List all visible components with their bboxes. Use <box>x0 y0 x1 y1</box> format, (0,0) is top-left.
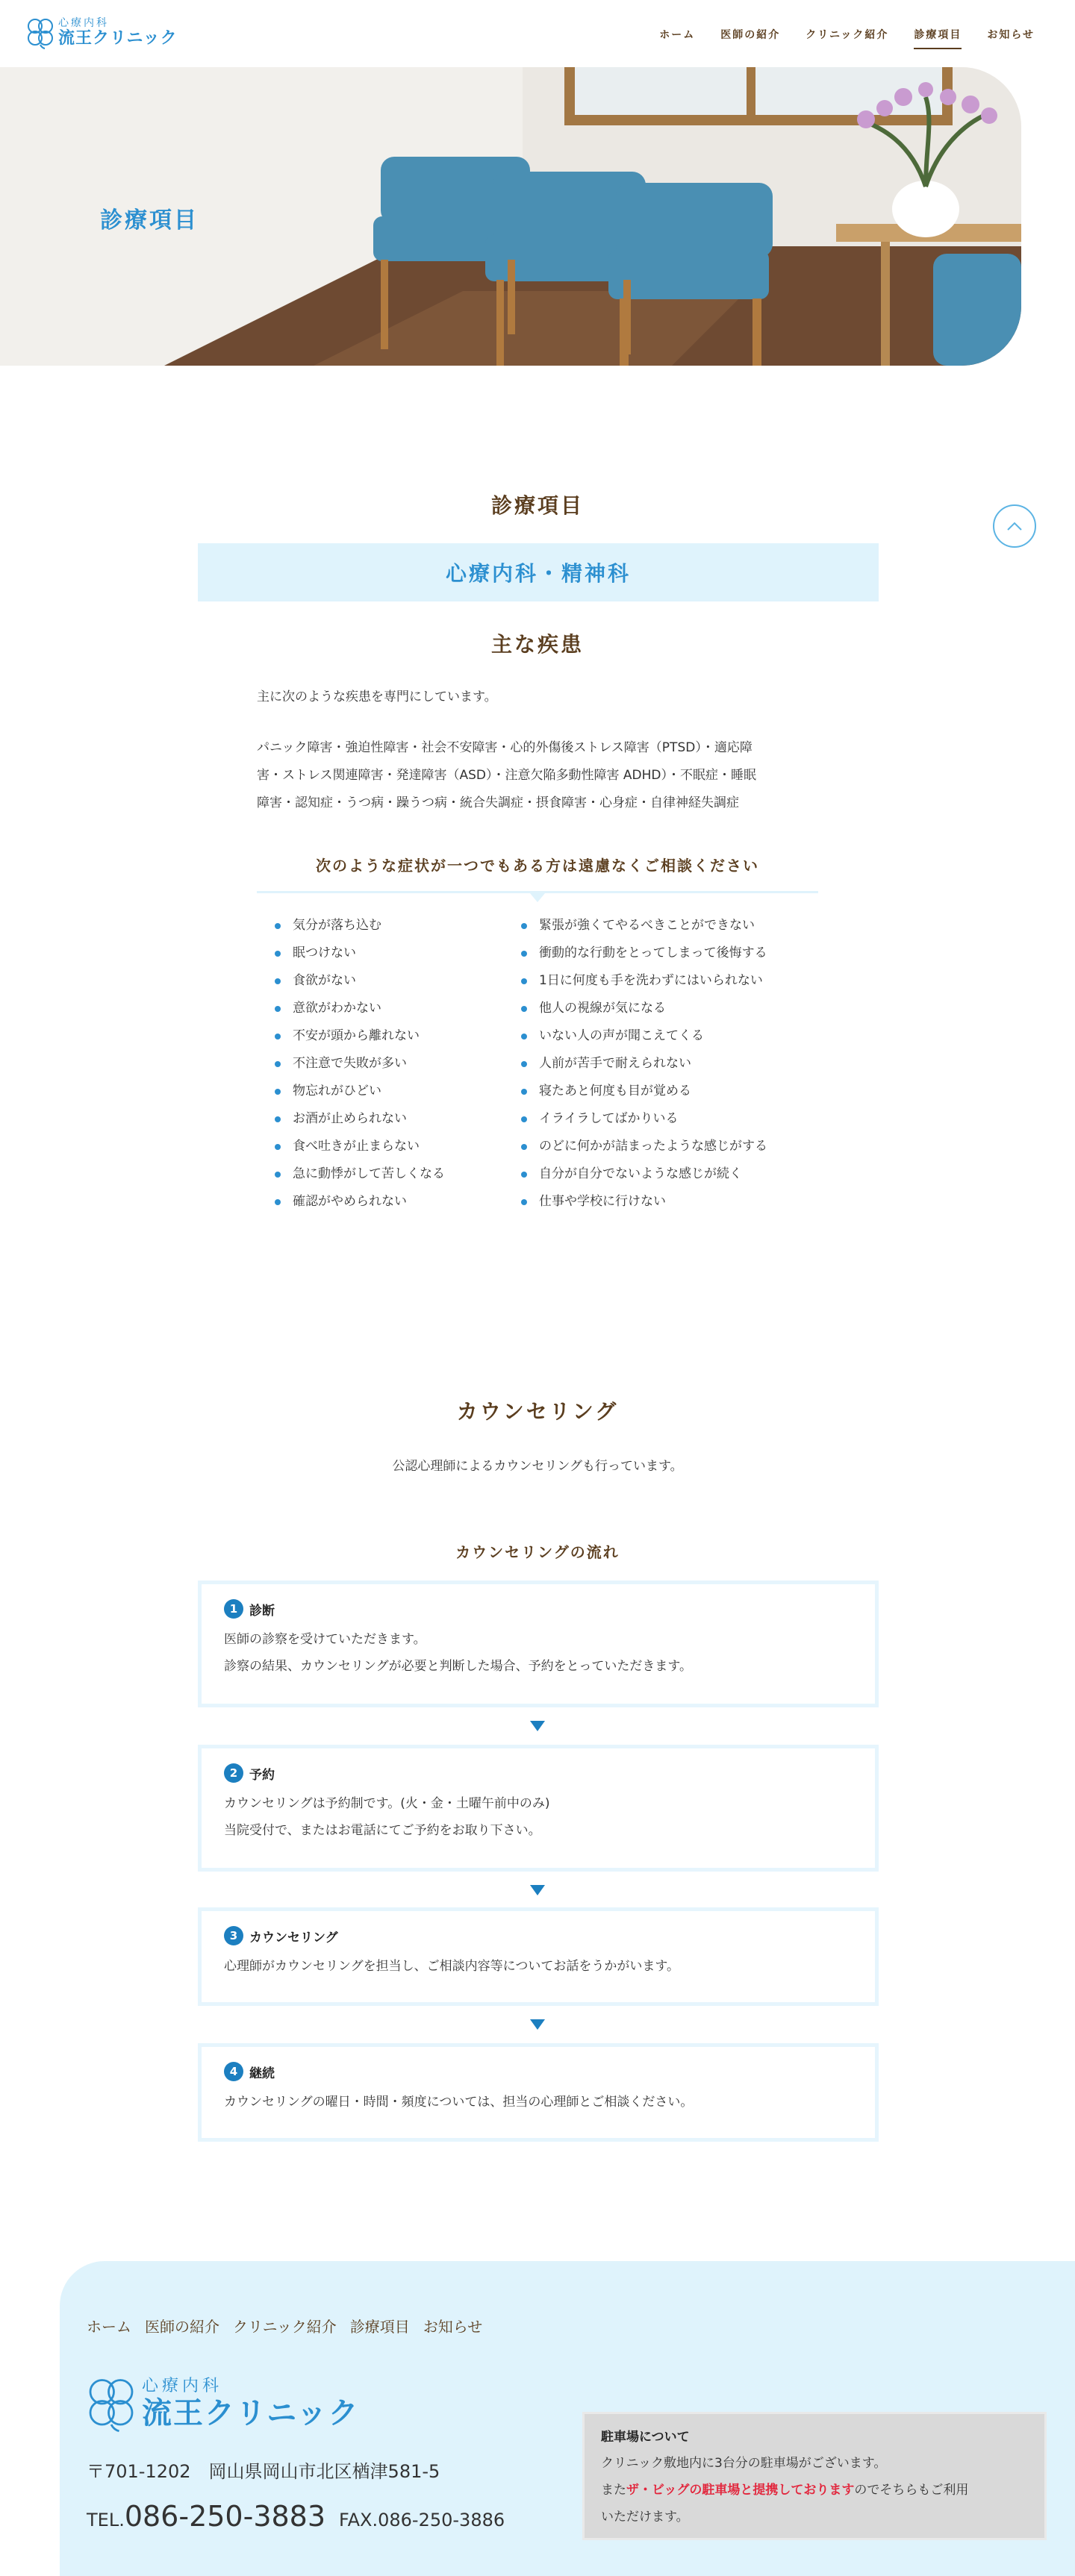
list-item: 意欲がわかない <box>275 995 445 1022</box>
list-item: お酒が止められない <box>275 1105 445 1133</box>
nav-news[interactable]: お知らせ <box>987 29 1035 41</box>
list-item: 緊張が強くてやるべきことができない <box>521 912 767 940</box>
flow-step-4 <box>198 2043 879 2142</box>
list-item: いない人の声が聞こえてくる <box>521 1022 767 1050</box>
nav-home[interactable]: ホーム <box>659 29 696 41</box>
diseases-intro: 主に次のような疾患を専門にしています。 <box>257 690 497 704</box>
diseases-line: 障害・認知症・うつ病・躁うつ病・統合失調症・摂食障害・心身症・自律神経失調症 <box>257 795 739 810</box>
footer-logo[interactable] <box>85 2375 360 2433</box>
list-item: 衝動的な行動をとってしまって後悔する <box>521 940 767 967</box>
fax-number: FAX.086-250-3886 <box>339 2510 505 2530</box>
flow-step-1 <box>198 1581 879 1707</box>
hero-title: 診療項目 <box>100 207 199 234</box>
parking-post: のでそちらもご利用 <box>854 2483 969 2498</box>
list-item: 急に動悸がして苦しくなる <box>275 1160 445 1188</box>
list-item: のどに何かが詰まったような感じがする <box>521 1133 767 1160</box>
nav-clinic[interactable]: クリニック紹介 <box>806 29 889 41</box>
diseases-line: 害・ストレス関連障害・発達障害（ASD）・注意欠陥多動性障害 ADHD）・不眠症・睡眠 <box>257 768 756 783</box>
step-number: 1 <box>224 1599 243 1619</box>
list-item: 不注意で失敗が多い <box>275 1050 445 1078</box>
footer-nav <box>87 2315 482 2336</box>
step-number: 3 <box>224 1926 243 1945</box>
step-title: 継続 <box>249 2066 275 2081</box>
tel-label: TEL. <box>87 2510 125 2530</box>
step-text: 診察の結果、カウンセリングが必要と判断した場合、予約をとっていただきます。 <box>224 1659 692 1674</box>
list-item: 自分が自分でないような感じが続く <box>521 1160 767 1188</box>
parking-title: 駐車場について <box>601 2430 690 2445</box>
parking-text: クリニック敷地内に3台分の駐車場がございます。 <box>601 2456 887 2471</box>
list-item: 眠つけない <box>275 940 445 967</box>
logo-subtitle: 心療内科 <box>58 17 109 29</box>
hero-banner <box>0 67 1021 366</box>
section-heading: 診療項目 <box>490 493 584 518</box>
banner-arrow-icon <box>530 893 545 902</box>
footer-logo-subtitle: 心療内科 <box>142 2377 223 2395</box>
footer-address: 〒701-1202 岡山県岡山市北区楢津581-5 <box>87 2461 440 2482</box>
footer-nav-clinic[interactable]: クリニック紹介 <box>233 2318 337 2336</box>
step-number: 4 <box>224 2062 243 2081</box>
site-header <box>0 0 1075 67</box>
list-item: 1日に何度も手を洗わずにはいられない <box>521 967 767 995</box>
list-item: 確認がやめられない <box>275 1188 445 1216</box>
step-text: カウンセリングの曜日・時間・頻度については、担当の心理師とご相談ください。 <box>224 2095 694 2110</box>
step-text: カウンセリングは予約制です。(火・金・土曜午前中のみ) <box>224 1796 550 1811</box>
list-item: 人前が苦手で耐えられない <box>521 1050 767 1078</box>
list-item: 仕事や学校に行けない <box>521 1188 767 1216</box>
tel-number[interactable]: 086-250-3883 <box>124 2500 326 2533</box>
footer-nav-news[interactable]: お知らせ <box>423 2318 483 2336</box>
nav-doctor[interactable]: 医師の紹介 <box>720 29 781 41</box>
list-item: 食欲がない <box>275 967 445 995</box>
counseling-intro: 公認心理師によるカウンセリングも行っています。 <box>392 1459 683 1474</box>
flow-step-2 <box>198 1745 879 1872</box>
list-item: 食べ吐きが止まらない <box>275 1133 445 1160</box>
parking-pre: また <box>601 2483 626 2498</box>
site-logo[interactable] <box>25 16 178 49</box>
step-text: 医師の診察を受けていただきます。 <box>224 1632 426 1647</box>
list-item: 寝たあと何度も目が覚める <box>521 1078 767 1105</box>
consult-banner-text: 次のような症状が一つでもある方は遠慮なくご相談ください <box>316 857 759 875</box>
step-title: 診断 <box>249 1603 275 1619</box>
list-item: 他人の視線が気になる <box>521 995 767 1022</box>
diseases-heading: 主な疾患 <box>490 632 584 657</box>
list-item: 気分が落ち込む <box>275 912 445 940</box>
step-title: 予約 <box>249 1767 275 1783</box>
step-text: 心理師がカウンセリングを担当し、ご相談内容等についてお話をうかがいます。 <box>224 1959 679 1974</box>
flow-step-3 <box>198 1907 879 2006</box>
counseling-heading: カウンセリング <box>456 1399 619 1424</box>
department-title: 心療内科・精神科 <box>445 561 631 586</box>
parking-highlight: ザ・ビッグの駐車場と提携しております <box>626 2483 855 2498</box>
consult-banner <box>257 843 818 892</box>
parking-text: いただけます。 <box>601 2510 689 2525</box>
symptoms-list-left <box>275 912 445 1216</box>
site-footer <box>60 2261 1075 2576</box>
main-nav <box>659 27 1035 48</box>
symptoms-list-right <box>521 912 767 1216</box>
footer-nav-services[interactable]: 診療項目 <box>349 2318 410 2336</box>
parking-text <box>601 2477 1028 2504</box>
footer-contact <box>87 2500 505 2533</box>
flow-arrow-icon <box>530 2019 545 2030</box>
list-item: イライラしてばかりいる <box>521 1105 767 1133</box>
logo-title: 流王クリニック <box>58 29 178 48</box>
parking-info <box>582 2412 1047 2540</box>
step-text: 当院受付で、またはお電話にてご予約をお取り下さい。 <box>224 1823 541 1838</box>
footer-nav-doctor[interactable]: 医師の紹介 <box>145 2318 219 2336</box>
footer-logo-title: 流王クリニック <box>142 2396 360 2430</box>
flow-arrow-icon <box>530 1885 545 1895</box>
step-title: カウンセリング <box>249 1930 338 1945</box>
diseases-line: パニック障害・強迫性障害・社会不安障害・心的外傷後ストレス障害（PTSD）・適応障 <box>257 740 752 755</box>
counseling-flow-heading: カウンセリングの流れ <box>455 1543 620 1561</box>
flow-arrow-icon <box>530 1721 545 1731</box>
department-band <box>198 543 879 601</box>
nav-services[interactable]: 診療項目 <box>914 27 962 48</box>
clover-logo-icon <box>25 16 55 49</box>
step-number: 2 <box>224 1763 243 1783</box>
list-item: 不安が頭から離れない <box>275 1022 445 1050</box>
chevron-up-icon <box>1006 521 1023 531</box>
footer-nav-home[interactable]: ホーム <box>87 2318 131 2336</box>
list-item: 物忘れがひどい <box>275 1078 445 1105</box>
diseases-list <box>257 734 824 817</box>
clover-logo-icon <box>85 2375 137 2433</box>
